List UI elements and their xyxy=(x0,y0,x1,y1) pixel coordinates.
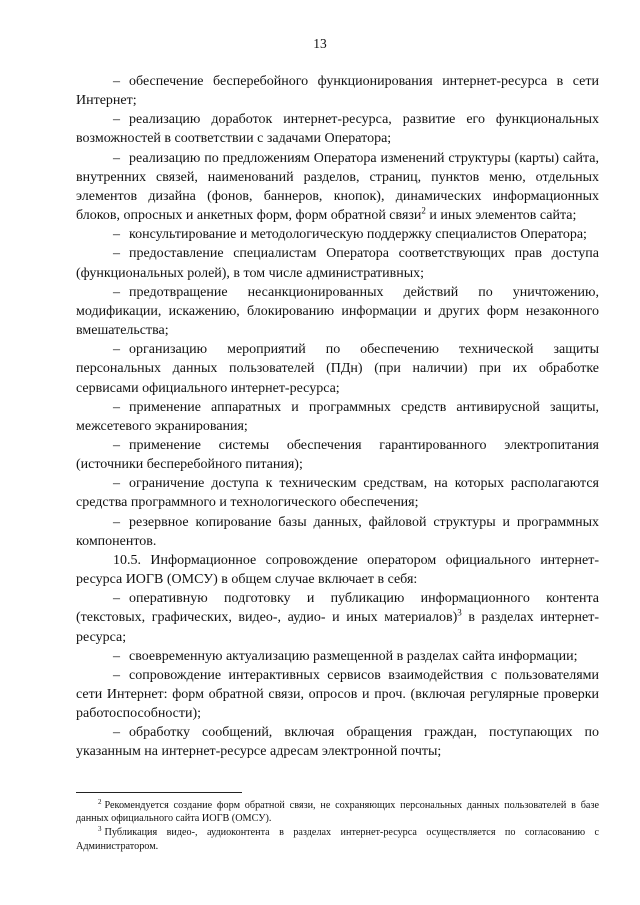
list-dash: – xyxy=(113,667,120,683)
list-dash: – xyxy=(113,227,120,243)
paragraph-text: реализацию по предложениям Оператора изменений структуры (карты) сайта, внутренних связей, наименований разделов, страниц, пунктов меню, отдельных элементов дизайна (фонов, баннеров, кнопок), динамических информационных блоков, опросных и анкетных форм, форм обратной связи xyxy=(76,150,599,224)
paragraph-13 xyxy=(76,647,599,666)
paragraph-text: применение аппаратных и программных средств антивирусной защиты, межсетевого экранирования; xyxy=(76,399,599,434)
paragraph-text: предотвращение несанкционированных действий по уничтожению, модификации, искажению, блокированию информации и других форм незаконного вмешательства; xyxy=(76,284,599,339)
paragraph-2 xyxy=(76,149,599,226)
paragraph-text: 10.5. Информационное сопровождение оператором официального интернет-ресурса ИОГВ (ОМСУ) в общем случае включает в себя: xyxy=(76,552,599,588)
list-dash: – xyxy=(113,399,120,415)
footnote-2 xyxy=(76,799,599,825)
paragraph-0 xyxy=(76,72,599,110)
paragraph-text-after: и иных элементов сайта; xyxy=(425,208,577,224)
paragraph-text: реализацию доработок интернет-ресурса, развитие его функциональных возможностей в соответствии с задачами Оператора; xyxy=(76,112,599,147)
paragraph-7 xyxy=(76,398,599,436)
paragraph-8 xyxy=(76,436,599,474)
list-dash: – xyxy=(113,437,120,453)
paragraph-14 xyxy=(76,666,599,723)
paragraph-text: применение системы обеспечения гарантированного электропитания (источники бесперебойного питания); xyxy=(76,437,599,473)
footnote-text: Рекомендуется создание форм обратной связи, не сохраняющих персональных данных пользователей в базе данных официального сайта ИОГВ (ОМСУ). xyxy=(76,800,599,825)
list-dash: – xyxy=(113,514,120,530)
body-text xyxy=(76,72,599,762)
footnote-text: Публикация видео-, аудиоконтента в разделах интернет-ресурса осуществляется по согласованию с Администратором. xyxy=(76,827,599,852)
paragraph-text: резервное копирование базы данных, файловой структуры и программных компонентов. xyxy=(76,514,599,549)
paragraph-10 xyxy=(76,513,599,551)
paragraph-text-after: в разделах интернет-ресурса; xyxy=(76,610,599,645)
paragraph-5 xyxy=(76,283,599,340)
section-10-5 xyxy=(76,551,599,589)
paragraph-text: обработку сообщений, включая обращения граждан, поступающих по указанным на интернет-ресурсе адресам электронной почты; xyxy=(76,725,599,760)
list-dash: – xyxy=(113,476,120,492)
paragraph-6 xyxy=(76,340,599,397)
footnote-ref-2: 2 xyxy=(421,205,426,216)
footnote-separator xyxy=(76,792,242,793)
list-dash: – xyxy=(113,150,120,166)
paragraph-1 xyxy=(76,110,599,148)
footnote-mark: 3 xyxy=(98,825,102,834)
list-dash: – xyxy=(113,725,120,741)
paragraph-text: оперативную подготовку и публикацию информационного контента (текстовых, графических, видео-, аудио- и иных материалов) xyxy=(76,591,599,626)
footnote-ref-3: 3 xyxy=(457,607,462,618)
list-dash: – xyxy=(113,74,120,89)
paragraph-text: сопровождение интерактивных сервисов взаимодействия с пользователями сети Интернет: форм обратной связи, опросов и проч. (включая регулярные проверки работоспособности); xyxy=(76,667,599,722)
paragraph-4 xyxy=(76,244,599,282)
list-dash: – xyxy=(113,342,120,358)
paragraph-text: предоставление специалистам Оператора соответствующих прав доступа (функциональных ролей), в том числе административных; xyxy=(76,246,599,281)
paragraph-text: консультирование и методологическую поддержку специалистов Оператора; xyxy=(129,227,587,243)
list-dash: – xyxy=(113,112,120,128)
paragraph-text: обеспечение бесперебойного функционирования интернет-ресурса в сети Интернет; xyxy=(76,74,599,109)
footnotes xyxy=(76,799,599,854)
list-dash: – xyxy=(113,246,120,262)
footnote-3 xyxy=(76,826,599,852)
paragraph-9 xyxy=(76,474,599,512)
paragraph-text: своевременную актуализацию размещенной в разделах сайта информации; xyxy=(129,648,578,664)
list-dash: – xyxy=(113,591,120,607)
paragraph-text: ограничение доступа к техническим средствам, на которых располагаются средства программного и технологического обеспечения; xyxy=(76,476,599,511)
page-number: 13 xyxy=(313,36,327,51)
list-dash: – xyxy=(113,648,120,664)
paragraph-15 xyxy=(76,723,599,761)
list-dash: – xyxy=(113,284,120,300)
paragraph-3 xyxy=(76,225,599,244)
paragraph-12 xyxy=(76,589,599,646)
paragraph-text: организацию мероприятий по обеспечению технической защиты персональных данных пользователей (ПДн) (при наличии) при их обработке сервисами официального интернет-ресурса; xyxy=(76,342,599,396)
footnote-mark: 2 xyxy=(98,797,102,806)
